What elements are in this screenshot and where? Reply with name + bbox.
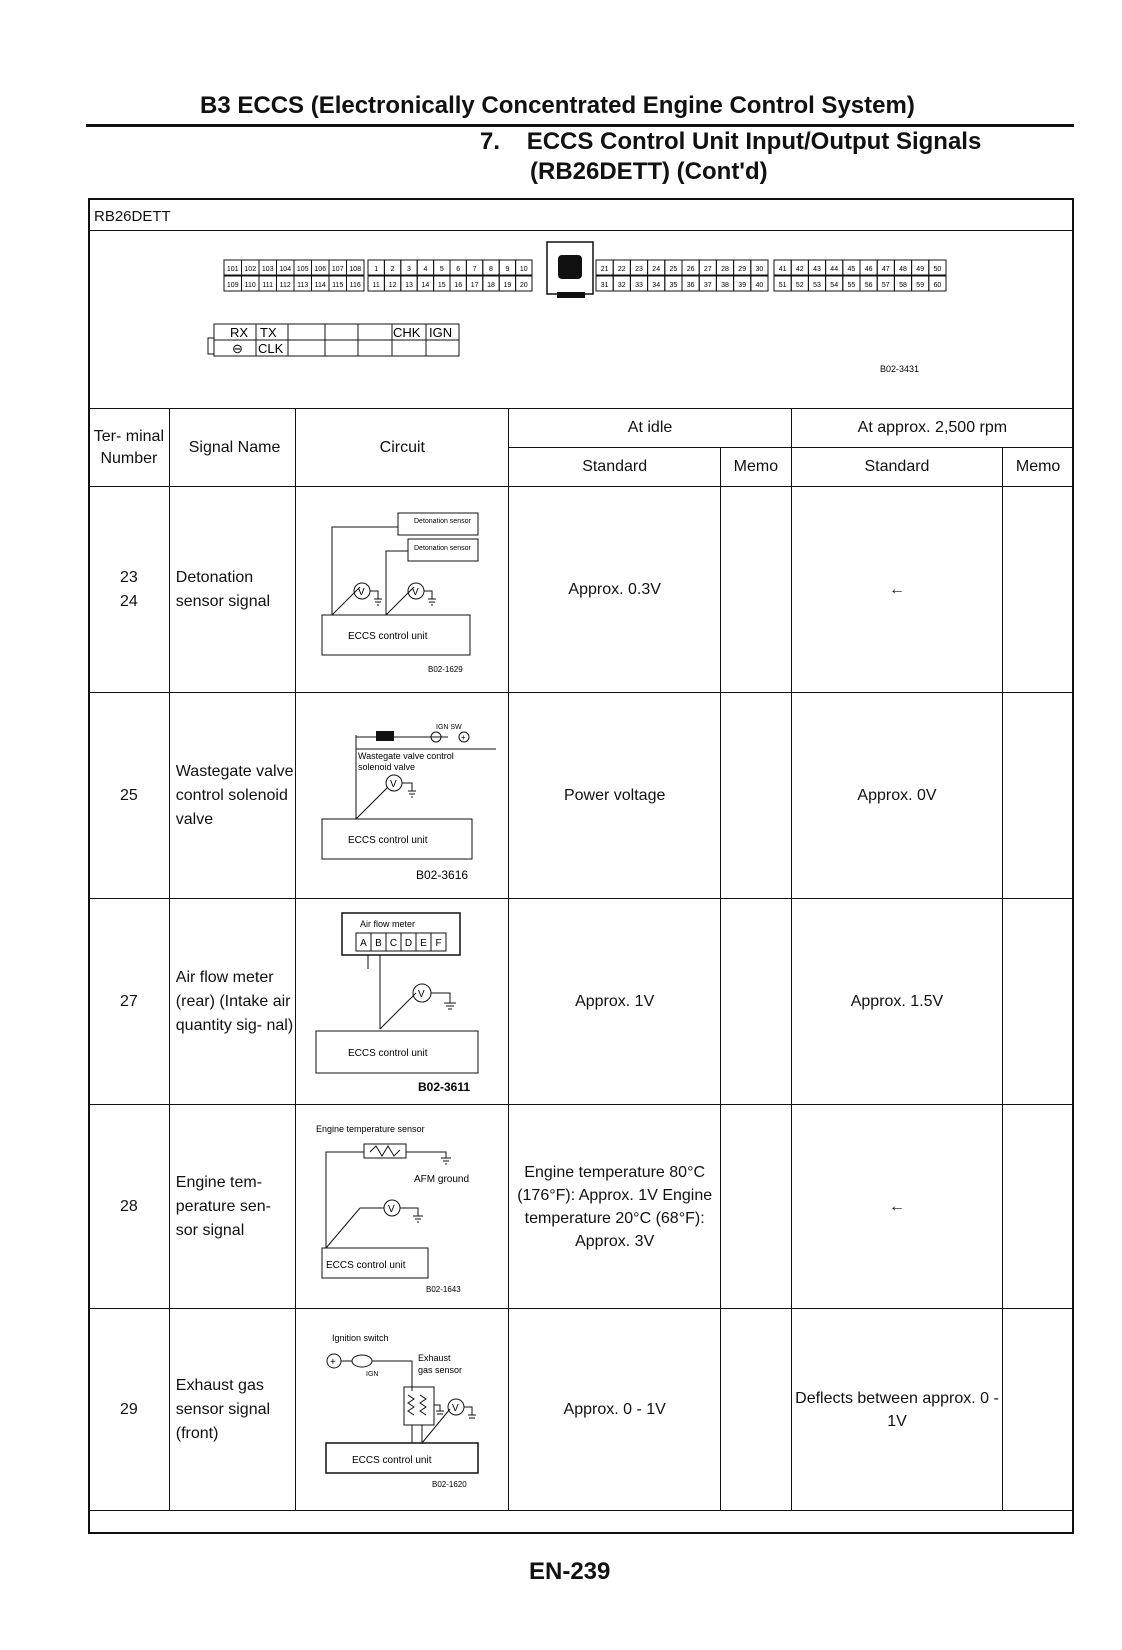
connector-pin-label: 4 bbox=[423, 266, 428, 273]
connector-pin-label: 22 bbox=[617, 266, 626, 273]
connector-pin-label: 5 bbox=[439, 266, 444, 273]
table-row bbox=[89, 487, 1074, 693]
title-rule bbox=[86, 124, 1074, 127]
control-unit-label: ECCS control unit bbox=[326, 1260, 406, 1271]
connector-pin-label: 50 bbox=[933, 266, 942, 273]
ground-icon bbox=[402, 783, 416, 797]
connector-pin-label: 28 bbox=[721, 266, 729, 273]
diagram-label: gas sensor bbox=[418, 1365, 463, 1375]
connector-pin-label: 2 bbox=[390, 266, 395, 273]
signal-name: Exhaust gas sensor signal (front) bbox=[169, 1309, 296, 1511]
diagnosis-connector bbox=[208, 324, 459, 356]
connector-diagram bbox=[90, 200, 1072, 410]
connector-pin-label: 58 bbox=[899, 282, 907, 289]
afm-pin-label: C bbox=[390, 938, 398, 949]
circuit-diagram bbox=[296, 487, 509, 693]
diag-minus: ⊖ bbox=[232, 341, 243, 356]
engine-label: RB26DETT bbox=[94, 208, 171, 225]
connector-pin-label: 107 bbox=[331, 266, 344, 273]
control-unit-label: ECCS control unit bbox=[348, 1048, 428, 1059]
table-row bbox=[89, 693, 1074, 899]
signal-name: Detonation sensor signal bbox=[169, 487, 296, 693]
connector-pin-label: 25 bbox=[669, 266, 678, 273]
terminal-number: 25 bbox=[89, 693, 170, 899]
connector-pin-label: 108 bbox=[349, 266, 362, 273]
connector-pin-label: 21 bbox=[600, 266, 609, 273]
col-rpm-standard: Standard bbox=[791, 448, 1002, 487]
sensor-box bbox=[404, 1387, 434, 1425]
terminal-number: 27 bbox=[89, 899, 170, 1105]
terminal-number: 28 bbox=[89, 1105, 170, 1309]
connector-pin-label: 103 bbox=[261, 266, 274, 273]
rpm-memo bbox=[1003, 1309, 1074, 1511]
afm-pin-label: E bbox=[420, 938, 428, 949]
connector-pin-label: 101 bbox=[226, 266, 239, 273]
diag-tab bbox=[208, 338, 214, 354]
afm-pin-label: F bbox=[435, 938, 442, 949]
circuit-diagram bbox=[296, 693, 509, 899]
table-row bbox=[89, 1309, 1074, 1511]
solenoid-icon bbox=[376, 731, 394, 741]
rpm-standard: ← bbox=[791, 1105, 1002, 1309]
rpm-standard: Deflects between approx. 0 - 1V bbox=[791, 1309, 1002, 1511]
connector-pin-label: 46 bbox=[864, 266, 873, 273]
connector-pin-label: 24 bbox=[652, 266, 661, 273]
diagram-ref: B02-1629 bbox=[428, 665, 464, 674]
idle-standard: Power voltage bbox=[509, 693, 721, 899]
voltmeter-symbol: V bbox=[388, 1204, 395, 1215]
voltmeter-symbol: V bbox=[412, 587, 419, 598]
connector-pin-label: 59 bbox=[916, 282, 925, 289]
section-number: 7. bbox=[480, 128, 501, 155]
col-circuit: Circuit bbox=[296, 409, 509, 487]
connector-pin-label: 41 bbox=[778, 266, 787, 273]
control-unit-label: ECCS control unit bbox=[348, 631, 428, 642]
connector-pin-label: 45 bbox=[847, 266, 856, 273]
connector-pin-label: 7 bbox=[472, 266, 477, 273]
diag-rx: RX bbox=[230, 325, 249, 340]
rpm-memo bbox=[1003, 487, 1074, 693]
connector-pin-label: 109 bbox=[226, 282, 239, 289]
diagram-label: Detonation sensor bbox=[414, 545, 472, 552]
voltmeter-symbol: V bbox=[390, 779, 397, 790]
table-row bbox=[89, 899, 1074, 1105]
connector-pin-label: 116 bbox=[349, 282, 361, 289]
idle-memo bbox=[721, 899, 792, 1105]
connector-pin-label: 52 bbox=[795, 282, 804, 289]
connector-pin-label: 112 bbox=[279, 282, 291, 289]
idle-memo bbox=[721, 693, 792, 899]
connector-pin-label: 33 bbox=[635, 282, 643, 289]
connector-pin-label: 51 bbox=[778, 282, 787, 289]
connector-pin-label: 115 bbox=[332, 282, 344, 289]
connector-pin-label: 57 bbox=[881, 282, 890, 289]
header-row-1 bbox=[89, 409, 1074, 448]
voltmeter-symbol: V bbox=[358, 587, 365, 598]
rpm-standard: Approx. 0V bbox=[791, 693, 1002, 899]
connector-pin-label: 40 bbox=[755, 282, 764, 289]
connector-pin-label: 16 bbox=[454, 282, 463, 289]
terminal-number: 23 24 bbox=[89, 487, 170, 693]
circuit-diagram bbox=[296, 1309, 509, 1511]
ground-icon bbox=[424, 591, 436, 605]
signal-table bbox=[88, 408, 1074, 1511]
connector-pin-label: 34 bbox=[652, 282, 661, 289]
connector-pin-label: 36 bbox=[686, 282, 695, 289]
connector-pin-label: 37 bbox=[703, 282, 712, 289]
connector-pin-label: 43 bbox=[813, 266, 821, 273]
diagram-label: Exhaust bbox=[418, 1353, 451, 1363]
switch-label: IGN SW bbox=[436, 724, 462, 731]
idle-standard: Approx. 1V bbox=[509, 899, 721, 1105]
connector-pin-label: 54 bbox=[830, 282, 839, 289]
col-idle-memo: Memo bbox=[721, 448, 792, 487]
rpm-standard: Approx. 1.5V bbox=[791, 899, 1002, 1105]
rpm-memo bbox=[1003, 899, 1074, 1105]
idle-memo bbox=[721, 1309, 792, 1511]
connector-pin-label: 10 bbox=[519, 266, 528, 273]
connector-pin-label: 38 bbox=[721, 282, 729, 289]
connector-pin-label: 60 bbox=[933, 282, 942, 289]
table-row bbox=[89, 1105, 1074, 1309]
diag-chk: CHK bbox=[393, 325, 421, 340]
connector-pin-label: 35 bbox=[669, 282, 678, 289]
signal-name: Wastegate valve control solenoid valve bbox=[169, 693, 296, 899]
connector-pin-label: 3 bbox=[407, 266, 411, 273]
diagram-ref: B02-1643 bbox=[426, 1285, 462, 1294]
connector-pin-label: 9 bbox=[505, 266, 510, 273]
ign-label: IGN bbox=[366, 1371, 379, 1378]
idle-memo bbox=[721, 487, 792, 693]
connector-pin-label: 102 bbox=[244, 266, 257, 273]
col-terminal: Ter- minal Number bbox=[89, 409, 170, 487]
connector-pin-label: 49 bbox=[916, 266, 925, 273]
rpm-standard: ← bbox=[791, 487, 1002, 693]
connector-pin-label: 14 bbox=[421, 282, 430, 289]
connector-pin-label: 20 bbox=[519, 282, 528, 289]
col-rpm-memo: Memo bbox=[1003, 448, 1074, 487]
connector-pin-label: 48 bbox=[899, 266, 907, 273]
diagram-label: AFM ground bbox=[414, 1174, 470, 1185]
circuit-diagram bbox=[296, 899, 509, 1105]
connector-pin-label: 29 bbox=[738, 266, 747, 273]
connector-ref: B02-3431 bbox=[880, 364, 920, 374]
section-title: ECCS Control Unit Input/Output Signals bbox=[526, 128, 982, 155]
ground-icon bbox=[370, 591, 382, 605]
col-signal: Signal Name bbox=[169, 409, 296, 487]
connector-pin-label: 39 bbox=[738, 282, 747, 289]
control-unit-label: ECCS control unit bbox=[348, 835, 428, 846]
plus-symbol: + bbox=[461, 733, 466, 742]
diagram-label: Ignition switch bbox=[332, 1333, 389, 1343]
connector-pin-label: 12 bbox=[388, 282, 397, 289]
afm-pin-label: B bbox=[375, 938, 383, 949]
rpm-memo bbox=[1003, 1105, 1074, 1309]
connector-pin-label: 18 bbox=[487, 282, 495, 289]
connector-pin-label: 6 bbox=[456, 266, 461, 273]
connector-pin-label: 110 bbox=[244, 282, 256, 289]
connector-pin-label: 113 bbox=[297, 282, 309, 289]
col-idle-standard: Standard bbox=[509, 448, 721, 487]
control-unit-label: ECCS control unit bbox=[352, 1455, 432, 1466]
idle-standard: Approx. 0.3V bbox=[509, 487, 721, 693]
wastegate-circuit-svg bbox=[296, 693, 508, 893]
ground-icon bbox=[464, 1407, 476, 1418]
ignition-switch-icon bbox=[352, 1355, 372, 1367]
diagram-ref: B02-3611 bbox=[418, 1080, 471, 1094]
connector-pin-label: 47 bbox=[881, 266, 890, 273]
diag-ign: IGN bbox=[429, 325, 453, 340]
connector-pin-label: 53 bbox=[813, 282, 821, 289]
airflow-circuit-svg bbox=[296, 899, 508, 1099]
col-idle: At idle bbox=[509, 409, 791, 448]
voltmeter-symbol: V bbox=[418, 989, 425, 1000]
section-heading bbox=[480, 128, 981, 156]
connector-pin-label: 114 bbox=[314, 282, 326, 289]
signal-name: Engine tem- perature sen- sor signal bbox=[169, 1105, 296, 1309]
connector-pin-label: 27 bbox=[703, 266, 712, 273]
diagram-ref: B02-1620 bbox=[432, 1480, 468, 1489]
diagram-label: Air flow meter bbox=[360, 919, 416, 929]
diag-tx: TX bbox=[260, 325, 277, 340]
connector-pin-label: 17 bbox=[470, 282, 479, 289]
connector-pin-label: 26 bbox=[686, 266, 695, 273]
connector-pin-label: 55 bbox=[847, 282, 856, 289]
page-number: EN-239 bbox=[529, 1558, 611, 1585]
signal-name: Air flow meter (rear) (Intake air quantity sig- nal) bbox=[169, 899, 296, 1105]
afm-pin-label: D bbox=[405, 938, 413, 949]
connector-pin-label: 105 bbox=[296, 266, 309, 273]
connector-pin-label: 32 bbox=[617, 282, 626, 289]
connector-pin-label: 44 bbox=[830, 266, 839, 273]
idle-standard: Approx. 0 - 1V bbox=[509, 1309, 721, 1511]
connector-pin-label: 111 bbox=[262, 282, 274, 289]
detonation-circuit-svg bbox=[296, 487, 508, 687]
connector-pin-label: 23 bbox=[635, 266, 643, 273]
afm-pin-label: A bbox=[360, 938, 368, 949]
connector-pin-label: 106 bbox=[314, 266, 327, 273]
circuit-diagram bbox=[296, 1105, 509, 1309]
connector-pin-label: 11 bbox=[372, 282, 380, 289]
idle-standard: Engine temperature 80°C (176°F): Approx. 1V Engine temperature 20°C (68°F): Approx. 3V bbox=[509, 1105, 721, 1309]
ground-icon bbox=[434, 1405, 444, 1414]
ground-icon bbox=[431, 993, 456, 1009]
diagram-label: Detonation sensor bbox=[414, 518, 472, 525]
afm-pins bbox=[356, 933, 446, 951]
temp-circuit-svg bbox=[296, 1106, 508, 1302]
col-rpm: At approx. 2,500 rpm bbox=[791, 409, 1073, 448]
connector-pin-label: 31 bbox=[600, 282, 609, 289]
connector-pin-label: 19 bbox=[503, 282, 512, 289]
plus-symbol: + bbox=[330, 1357, 337, 1368]
voltmeter-symbol: V bbox=[452, 1403, 459, 1414]
connector-latch bbox=[557, 292, 585, 298]
diagram-label: Engine temperature sensor bbox=[316, 1124, 425, 1134]
rpm-memo bbox=[1003, 693, 1074, 899]
connector-pin-label: 13 bbox=[405, 282, 413, 289]
connector-pin-label: 15 bbox=[437, 282, 446, 289]
connector-pin-label: 42 bbox=[795, 266, 804, 273]
diagram-ref: B02-3616 bbox=[416, 868, 469, 882]
diagram-label: Wastegate valve control bbox=[358, 751, 455, 761]
connector-pin-label: 8 bbox=[489, 266, 493, 273]
page-title: B3 ECCS (Electronically Concentrated Engine Control System) bbox=[200, 92, 915, 119]
diag-clk: CLK bbox=[258, 341, 284, 356]
connector-pin-label: 104 bbox=[279, 266, 292, 273]
idle-memo bbox=[721, 1105, 792, 1309]
exhaust-circuit-svg bbox=[296, 1309, 508, 1505]
section-subtitle: (RB26DETT) (Cont'd) bbox=[530, 158, 768, 185]
connector-key bbox=[558, 255, 582, 279]
ground-icon bbox=[400, 1208, 423, 1222]
connector-pin-label: 56 bbox=[864, 282, 873, 289]
ground-icon bbox=[406, 1152, 451, 1164]
connector-pin-label: 1 bbox=[374, 266, 379, 273]
connector-pin-label: 30 bbox=[755, 266, 764, 273]
terminal-number: 29 bbox=[89, 1309, 170, 1511]
diagram-label: solenoid valve bbox=[358, 762, 416, 772]
